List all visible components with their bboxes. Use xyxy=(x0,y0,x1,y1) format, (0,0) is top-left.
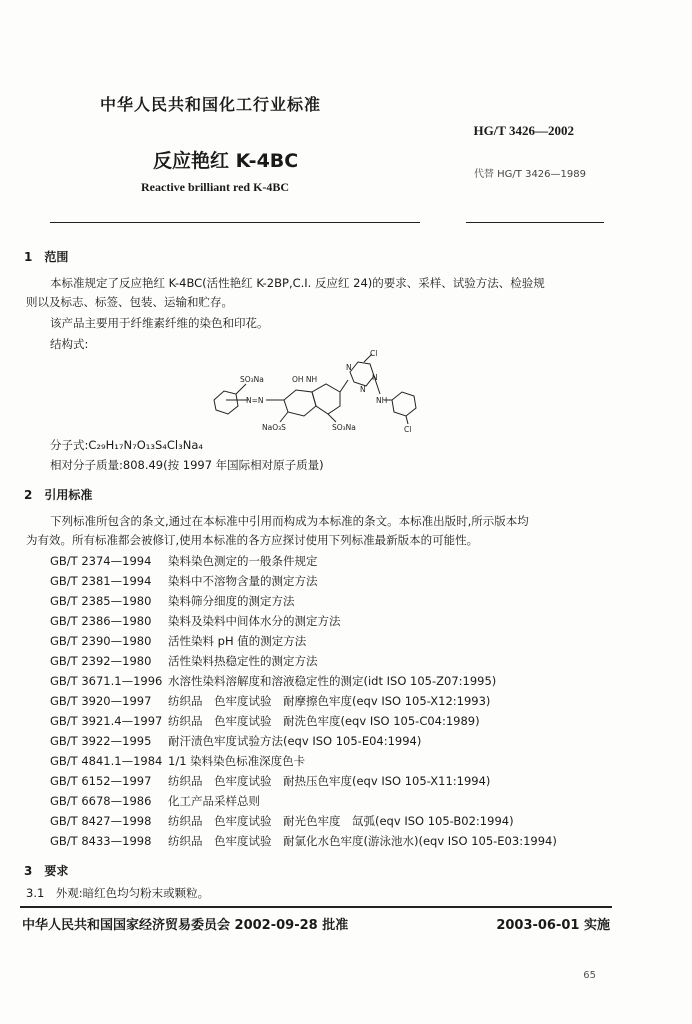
replaces-standard: 代替 HG/T 3426—1989 xyxy=(473,169,586,180)
structural-formula xyxy=(200,348,440,438)
section-2-heading: 2 引用标准 xyxy=(24,488,93,502)
molecular-formula: 分子式:C₂₉H₁₇N₇O₁₃S₄Cl₃Na₄ xyxy=(50,438,203,452)
triazine-ring xyxy=(350,362,374,386)
reference-item: GB/T 3671.1—1996 水溶性染料溶解度和溶液稳定性的测定(idt ISO 105-Z07:1995) xyxy=(50,674,497,688)
reference-item: GB/T 2374—1994 染料染色测定的一般条件规定 xyxy=(50,554,318,568)
implementation-date: 2003-06-01 实施 xyxy=(496,918,610,933)
label-nao3s: NaO₃S xyxy=(262,423,286,432)
reference-item: GB/T 3922—1995 耐汗渍色牢度试验方法(eqv ISO 105-E04:1994) xyxy=(50,734,422,748)
reference-item: GB/T 8433—1998 纺织品 色牢度试验 耐氯化水色牢度(游泳池水)(eqv ISO 105-E03:1994) xyxy=(50,834,557,848)
label-n-2: N xyxy=(372,373,378,382)
usage-paragraph: 该产品主要用于纤维素纤维的染色和印花。 xyxy=(50,316,269,330)
benzene-ring-right xyxy=(392,392,416,416)
naphthalene-ring-b xyxy=(312,384,340,414)
reference-item: GB/T 6678—1986 化工产品采样总则 xyxy=(50,794,260,808)
footer-rule xyxy=(20,906,612,908)
issuing-organization: 中华人民共和国化工行业标准 xyxy=(100,95,322,114)
label-so3na-1: SO₃Na xyxy=(240,375,264,384)
structure-label: 结构式: xyxy=(50,337,89,351)
naphthalene-ring-a xyxy=(284,390,316,416)
label-so3na-2: SO₃Na xyxy=(332,423,356,432)
reference-item: GB/T 2385—1980 染料筛分细度的测定方法 xyxy=(50,594,295,608)
label-oh-nh: OH NH xyxy=(292,375,318,384)
references-intro-line-1: 下列标准所包含的条文,通过在本标准中引用而构成为本标准的条文。本标准出版时,所示版本均 xyxy=(50,514,529,528)
molecular-mass: 相对分子质量:808.49(按 1997 年国际相对原子质量) xyxy=(50,458,324,472)
approval-line: 中华人民共和国国家经济贸易委员会 2002-09-28 批准 xyxy=(22,918,349,933)
scope-paragraph-line-2: 则以及标志、标签、包装、运输和贮存。 xyxy=(26,295,233,309)
standard-number: HG/T 3426—2002 xyxy=(473,123,574,138)
reference-item: GB/T 2381—1994 染料中不溶物含量的测定方法 xyxy=(50,574,318,588)
reference-item: GB/T 4841.1—1984 1/1 染料染色标准深度色卡 xyxy=(50,754,306,768)
page-number: 65 xyxy=(583,970,596,981)
benzene-ring-left xyxy=(214,391,238,414)
label-n-1: N xyxy=(346,363,352,372)
reference-item: GB/T 3921.4—1997 纺织品 色牢度试验 耐洗色牢度(eqv ISO 105-C04:1989) xyxy=(50,714,480,728)
reference-item: GB/T 3920—1997 纺织品 色牢度试验 耐摩擦色牢度(eqv ISO 105-X12:1993) xyxy=(50,694,491,708)
label-n-3: N xyxy=(360,385,366,394)
reference-item: GB/T 8427—1998 纺织品 色牢度试验 耐光色牢度 氙弧(eqv ISO 105-B02:1994) xyxy=(50,814,514,828)
reference-item: GB/T 2386—1980 染料及染料中间体水分的测定方法 xyxy=(50,614,341,628)
header-rule-right xyxy=(466,222,604,223)
label-cl-top: Cl xyxy=(370,349,378,358)
document-title-en: Reactive brilliant red K-4BC xyxy=(141,180,290,194)
reference-item: GB/T 2390—1980 活性染料 pH 值的测定方法 xyxy=(50,634,307,648)
label-cl-bottom: Cl xyxy=(404,425,412,434)
section-1-heading: 1 范围 xyxy=(24,250,69,264)
header-rule-left xyxy=(50,222,420,223)
scope-paragraph-line-1: 本标准规定了反应艳红 K-4BC(活性艳红 K-2BP,C.I. 反应红 24)的要求、采样、试验方法、检验规 xyxy=(50,276,545,290)
section-3-heading: 3 要求 xyxy=(24,864,69,878)
label-nh: NH xyxy=(376,396,388,405)
reference-item: GB/T 6152—1997 纺织品 色牢度试验 耐热压色牢度(eqv ISO 105-X11:1994) xyxy=(50,774,491,788)
reference-item: GB/T 2392—1980 活性染料热稳定性的测定方法 xyxy=(50,654,318,668)
label-azo: N=N xyxy=(246,396,264,405)
document-title-cn: 反应艳红 K-4BC xyxy=(153,150,299,172)
references-intro-line-2: 为有效。所有标准都会被修订,使用本标准的各方应探讨使用下列标准最新版本的可能性。 xyxy=(26,533,479,547)
requirement-3-1: 3.1 外观:暗红色均匀粉末或颗粒。 xyxy=(26,886,210,900)
